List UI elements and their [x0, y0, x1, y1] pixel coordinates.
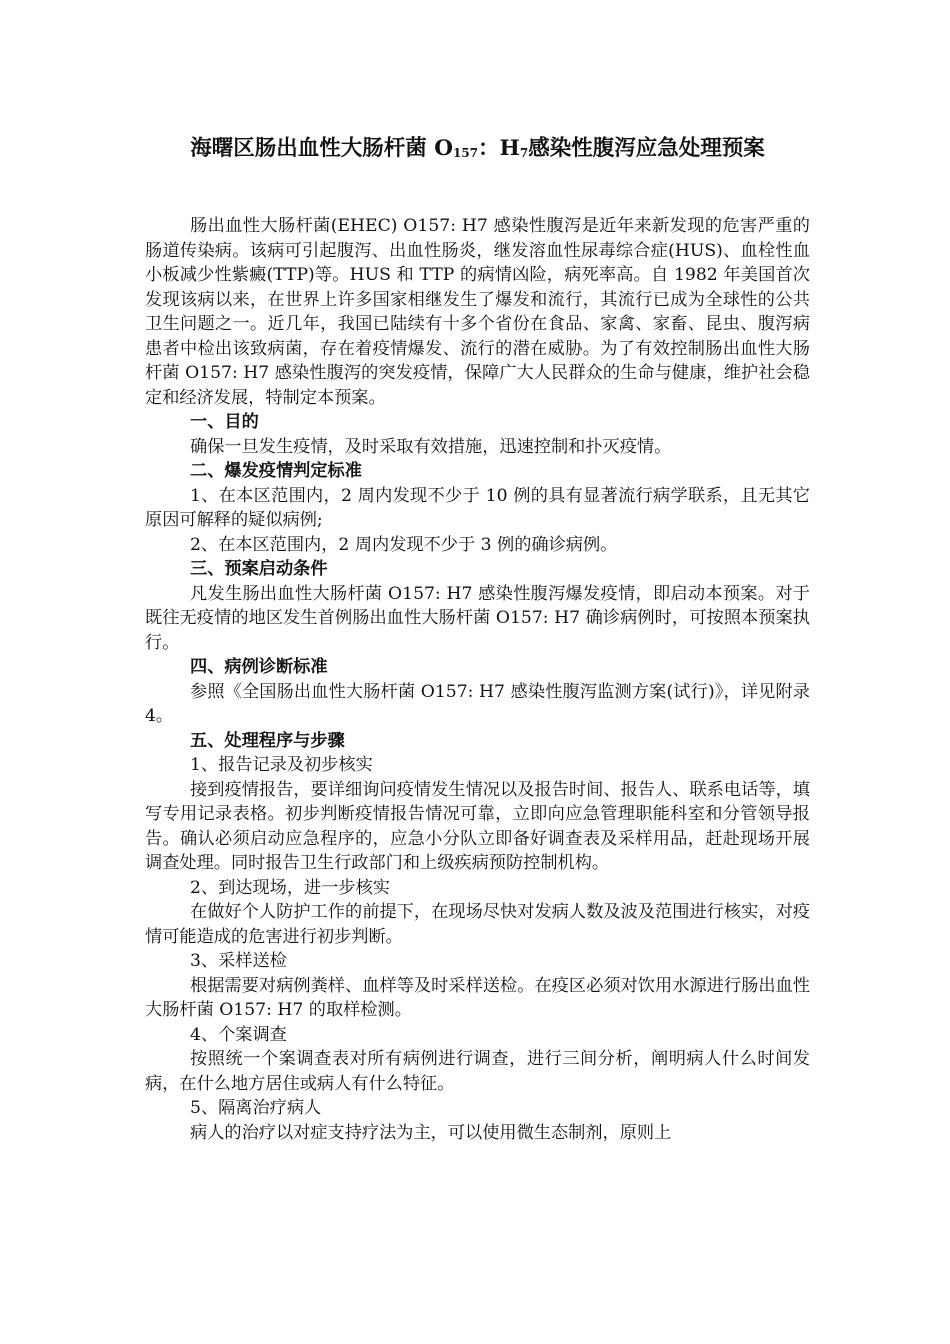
section-heading-diagnosis-standard: 四、病例诊断标准: [190, 657, 328, 677]
document-body: [145, 214, 810, 1145]
step-heading: 4、个案调查: [190, 1024, 287, 1045]
section-heading-outbreak-criteria: 二、爆发疫情判定标准: [190, 461, 362, 481]
section-paragraph: 参照《全国肠出血性大肠杆菌 O157: H7 感染性腹泻监测方案(试行)》，详见附录 4。: [145, 681, 810, 726]
title-text-part: ：H: [478, 136, 520, 161]
step-paragraph: 根据需要对病例粪样、血样等及时采样送检。在疫区必须对饮用水源进行肠出血性大肠杆菌 O157: H7 的取样检测。: [145, 975, 810, 1020]
document-page: [145, 128, 810, 1145]
title-text-part: 感染性腹泻应急处理预案: [528, 136, 765, 161]
title-subscript: 7: [519, 146, 529, 160]
section-paragraph: 确保一旦发生疫情，及时采取有效措施，迅速控制和扑灭疫情。: [190, 436, 672, 457]
document-title: [135, 128, 820, 174]
step-heading: 1、报告记录及初步核实: [190, 755, 373, 775]
section-paragraph: 2、在本区范围内，2 周内发现不少于 3 例的确诊病例。: [190, 534, 618, 555]
step-heading: 3、采样送检: [190, 951, 287, 971]
section-heading-procedures: 五、处理程序与步骤: [190, 730, 345, 751]
step-heading: 5、隔离治疗病人: [190, 1098, 322, 1118]
section-heading-activation-conditions: 三、预案启动条件: [190, 559, 328, 579]
step-paragraph: 接到疫情报告，要详细询问疫情发生情况以及报告时间、报告人、联系电话等，填写专用记录表格。初步判断疫情报告情况可靠，立即向应急管理职能科室和分管领导报告。确认必须启动应急程序的，应急小分队立即备好调查表及采样用品，赶赴现场开展调查处理。同时报告卫生行政部门和上级疾病预防控制机构。: [145, 779, 810, 873]
intro-paragraph: 肠出血性大肠杆菌(EHEC) O157: H7 感染性腹泻是近年来新发现的危害严重的肠道传染病。该病可引起腹泻、出血性肠炎，继发溶血性尿毒综合症(HUS)、血栓性血小板减少性紫癜(TTP)等。HUS 和 TTP 的病情凶险，病死率高。自 1982 年美国首次发现该病以来，在世界上许多国家相继发生了爆发和流行，其流行已成为全球性的公共卫生问题之一。近几年，我国已陆续有十多个省份在食品、家禽、家畜、昆虫、腹泻病患者中检出该致病菌，存在着疫情爆发、流行的潜在威胁。为了有效控制肠出血性大肠杆菌 O157: H7 感染性腹泻的突发疫情，保障广大人民群众的生命与健康，维护社会稳定和经济发展，特制定本预案。: [145, 216, 810, 408]
step-heading: 2、到达现场，进一步核实: [190, 877, 390, 898]
title-text-part: 海曙区肠出血性大肠杆菌 O: [190, 136, 453, 161]
section-paragraph: 1、在本区范围内，2 周内发现不少于 10 例的具有显著流行病学联系，且无其它原因可解释的疑似病例;: [145, 485, 810, 530]
step-paragraph: 病人的治疗以对症支持疗法为主，可以使用微生态制剂，原则上: [190, 1122, 672, 1143]
section-heading-purpose: 一、目的: [190, 412, 259, 432]
step-paragraph: 按照统一个案调查表对所有病例进行调查，进行三间分析，阐明病人什么时间发病，在什么地方居住或病人有什么特征。: [145, 1049, 810, 1094]
step-paragraph: 在做好个人防护工作的前提下，在现场尽快对发病人数及波及范围进行核实，对疫情可能造成的危害进行初步判断。: [145, 902, 810, 947]
title-subscript: 157: [452, 146, 479, 160]
section-paragraph: 凡发生肠出血性大肠杆菌 O157: H7 感染性腹泻爆发疫情，即启动本预案。对于既往无疫情的地区发生首例肠出血性大肠杆菌 O157: H7 确诊病例时，可按照本预案执行。: [145, 583, 810, 653]
